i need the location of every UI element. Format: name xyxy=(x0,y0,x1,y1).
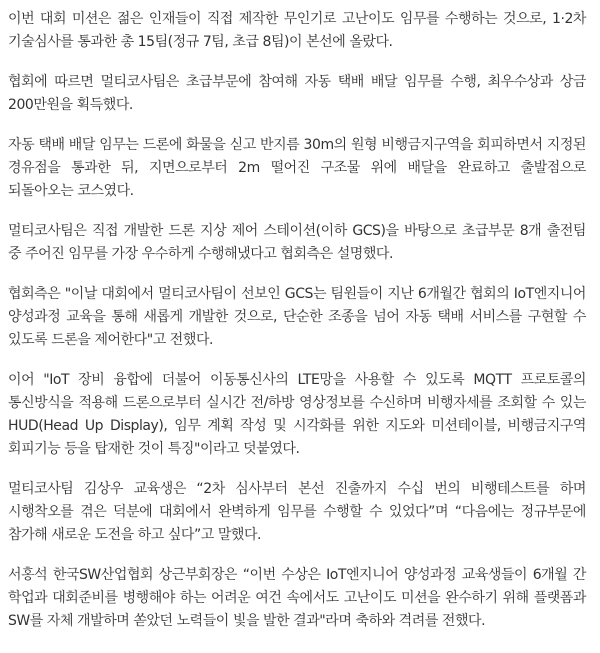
paragraph-award: 협회에 따르면 멀티코사팀은 초급부문에 참여해 자동 택배 배달 임무를 수행, 최우수상과 상금 200만원을 획득했다. xyxy=(8,74,586,113)
paragraph-vice-chairman-quote: 서홍석 한국SW산업협회 상근부회장은 “이번 수상은 IoT엔지니어 양성과정 교육생들이 6개월 간 학업과 대회준비를 병행해야 하는 어려운 여건 속에서도 고난이도 미션을 완수하기 위해 플랫폼과 SW를 자체 개발하며 쏟았던 노력들이 빛을 발한 결과"라며 축하와 격려를 전했다. xyxy=(8,567,586,629)
paragraph-gcs-summary: 멀티코사팀은 직접 개발한 드론 지상 제어 스테이션(이하 GCS)을 바탕으로 초급부문 8개 출전팀 중 주어진 임무를 가장 우수하게 수행해냈다고 협회측은 설명했다. xyxy=(8,223,586,262)
paragraph-delivery-course: 자동 택배 배달 임무는 드론에 화물을 싣고 반지름 30m의 원형 비행금지구역을 회피하면서 지정된 경유점을 통과한 뒤, 지면으로부터 2m 떨어진 구조물 위에 배달을 완료하고 출발점으로 되돌아오는 코스였다. xyxy=(8,137,586,199)
paragraph-features: 이어 "IoT 장비 융합에 더불어 이동통신사의 LTE망을 사용할 수 있도록 MQTT 프로토콜의 통신방식을 적용해 드론으로부터 실시간 전/하방 영상정보를 수신하며 비행자세를 조회할 수 있는 HUD(Head Up Display), 임무 계획 작성 및 시각화를 위한 지도와 미션테이블, 비행금지구역 회피기능 등을 탑재한 것이 특징"이라고 덧붙였다. xyxy=(8,372,586,457)
paragraph-student-quote: 멀티코사팀 김상우 교육생은 “2차 심사부터 본선 진출까지 수십 번의 비행테스트를 하며 시행착오를 겪은 덕분에 대회에서 완벽하게 임무를 수행할 수 있었다”며 “다음에는 정규부문에 참가해 새로운 도전을 하고 싶다”고 말했다. xyxy=(8,481,586,543)
paragraph-association-quote: 협회측은 "이날 대회에서 멀티코사팀이 선보인 GCS는 팀원들이 지난 6개월간 협회의 IoT엔지니어 양성과정 교육을 통해 새롭게 개발한 것으로, 단순한 조종을 넘어 자동 택배 서비스를 구현할 수 있도록 드론을 제어한다"고 전했다. xyxy=(8,286,586,348)
paragraph-mission: 이번 대회 미션은 젊은 인재들이 직접 제작한 무인기로 고난이도 임무를 수행하는 것으로, 1·2차 기술심사를 통과한 총 15팀(정규 7팀, 초급 8팀)이 본선에 올랐다. xyxy=(8,11,586,50)
